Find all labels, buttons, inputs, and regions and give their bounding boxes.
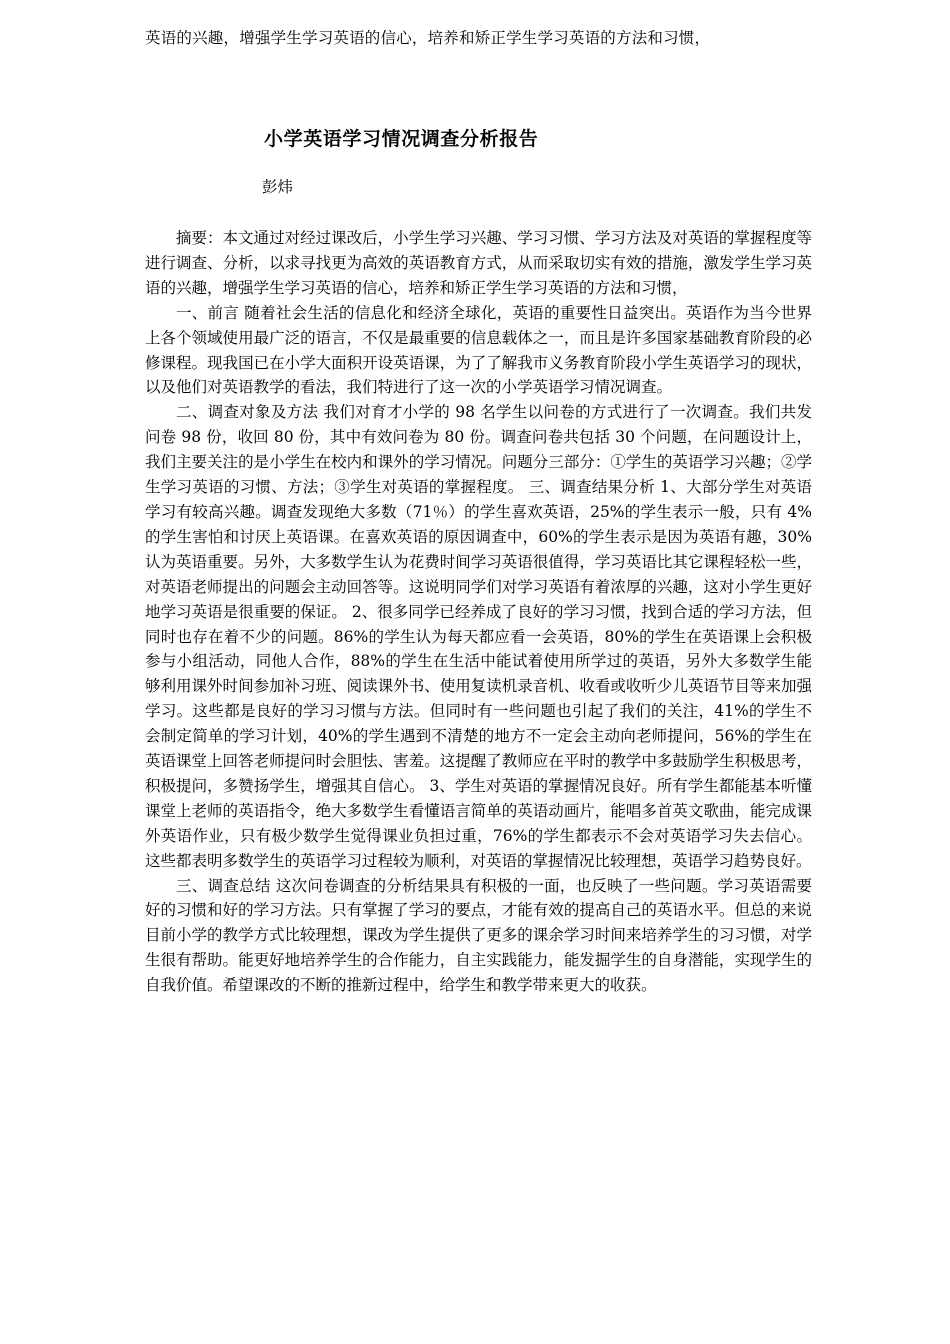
- preface-paragraph: 一、前言 随着社会生活的信息化和经济全球化，英语的重要性日益突出。英语作为当今世界上各个领域使用最广泛的语言，不仅是最重要的信息载体之一，而且是许多国家基础教育阶段的必修课程。现我国已在小学大面积开设英语课，为了了解我市义务教育阶段小学生英语学习的现状，以及他们对英语教学的看法，我们特进行了这一次的小学英语学习情况调查。: [145, 303, 812, 397]
- document-author: 彭炜: [262, 178, 294, 196]
- document-body: [145, 226, 812, 998]
- summary-paragraph: 三、调查总结 这次问卷调查的分析结果具有积极的一面，也反映了一些问题。学习英语需要好的习惯和好的学习方法。只有掌握了学习的要点，才能有效的提高自己的英语水平。但总的来说目前小学的教学方式比较理想，课改为学生提供了更多的课余学习时间来培养学生的习习惯，对学生很有帮助。能更好地培养学生的合作能力，自主实践能力，能发掘学生的自身潜能，实现学生的自我价值。希望课改的不断的推新过程中，给学生和教学带来更大的收获。: [145, 876, 812, 995]
- document-title: 小学英语学习情况调查分析报告: [264, 128, 539, 150]
- header-text-line: 英语的兴趣，增强学生学习英语的信心，培养和矫正学生学习英语的方法和习惯，: [145, 29, 711, 47]
- survey-method-paragraph: 二、调查对象及方法 我们对育才小学的 98 名学生以问卷的方式进行了一次调查。我们共发问卷 98 份，收回 80 份，其中有效问卷为 80 份。调查问卷共包括 30 个问题，在问题设计上，我们主要关注的是小学生在校内和课外的学习情况。问题分三部分：①学生的英语学习兴趣；②学生学习英语的习惯、方法；③学生对英语的掌握程度。 三、调查结果分析 1、大部分学生对英语学习有较高兴趣。调查发现绝大多数（71％）的学生喜欢英语，25%的学生表示一般，只有 4%的学生害怕和讨厌上英语课。在喜欢英语的原因调查中，60%的学生表示是因为英语有趣，30%认为英语重要。另外，大多数学生认为花费时间学习英语很值得，学习英语比其它课程轻松一些，对英语老师提出的问题会主动回答等。这说明同学们对学习英语有着浓厚的兴趣，这对小学生更好地学习英语是很重要的保证。 2、很多同学已经养成了良好的学习习惯，找到合适的学习方法，但同时也存在着不少的问题。86%的学生认为每天都应看一会英语，80%的学生在英语课上会积极参与小组活动，同他人合作，88%的学生在生活中能试着使用所学过的英语，另外大多数学生能够利用课外时间参加补习班、阅读课外书、使用复读机录音机、收看或收听少儿英语节目等来加强学习。这些都是良好的学习习惯与方法。但同时有一些问题也引起了我们的关注，41%的学生不会制定简单的学习计划，40%的学生遇到不清楚的地方不一定会主动向老师提问，56%的学生在英语课堂上回答老师提问时会胆怯、害羞。这提醒了教师应在平时的教学中多鼓励学生积极思考，积极提问，多赞扬学生，增强其自信心。 3、学生对英语的掌握情况良好。所有学生都能基本听懂课堂上老师的英语指令，绝大多数学生看懂语言简单的英语动画片，能唱多首英文歌曲，能完成课外英语作业，只有极少数学生觉得课业负担过重，76%的学生都表示不会对英语学习失去信心。这些都表明多数学生的英语学习过程较为顺利，对英语的掌握情况比较理想，英语学习趋势良好。: [145, 403, 812, 870]
- abstract-paragraph: 摘要：本文通过对经过课改后，小学生学习兴趣、学习习惯、学习方法及对英语的掌握程度等进行调查、分析，以求寻找更为高效的英语教育方式，从而采取切实有效的措施，激发学生学习英语的兴趣，增强学生学习英语的信心，培养和矫正学生学习英语的方法和习惯，: [145, 229, 812, 297]
